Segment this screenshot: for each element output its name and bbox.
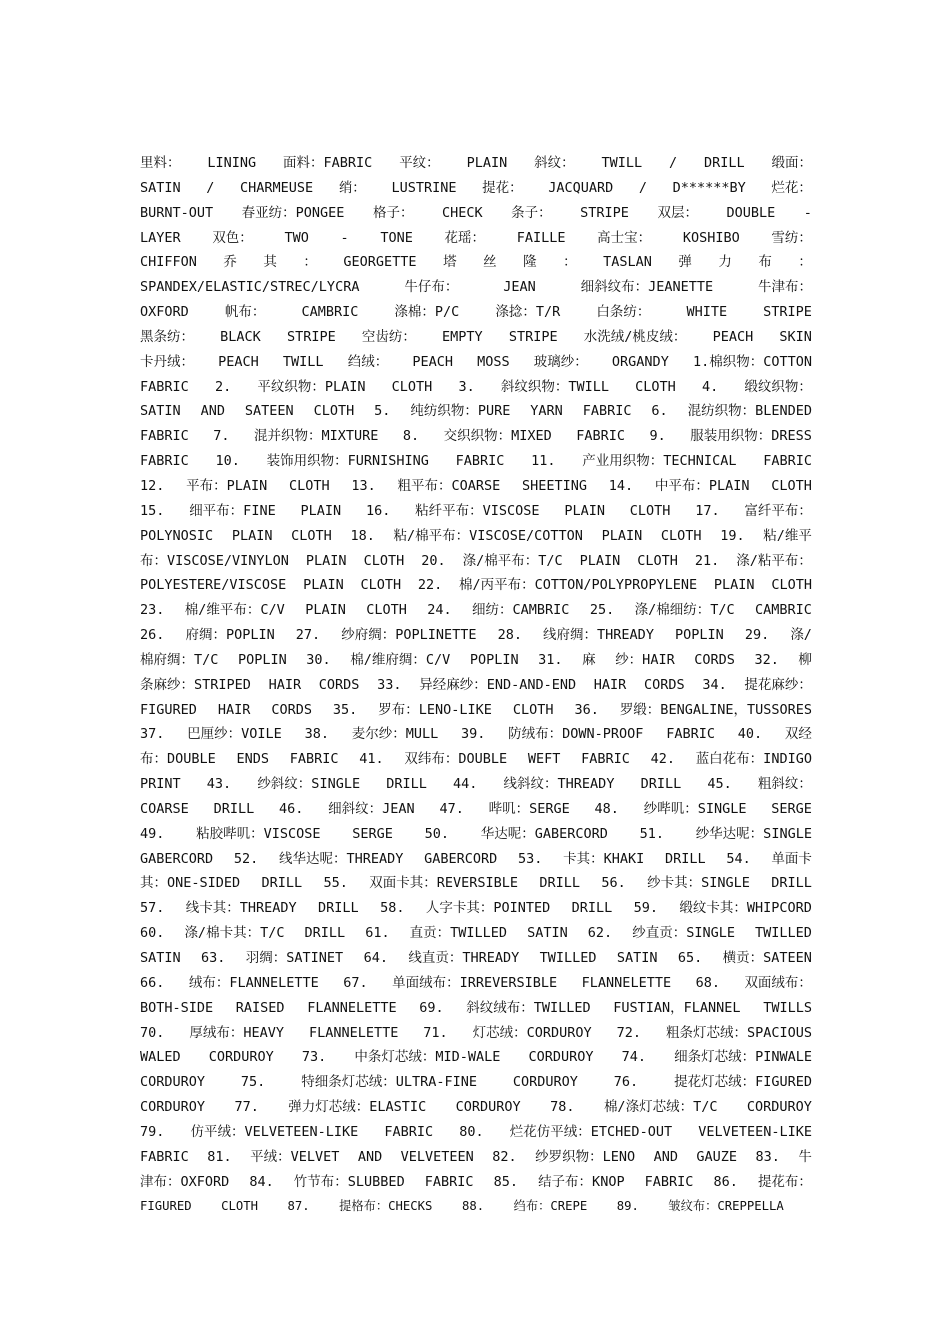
text-line: SATIN / CHARMEUSE 绡： LUSTRINE 提花： JACQUARD / D******BY 烂花： (140, 179, 812, 196)
text-line: 津布：OXFORD 84. 竹节布：SLUBBED FABRIC 85. 结子布：KNOP FABRIC 86. 提花布： (140, 1173, 812, 1190)
text-line: SPANDEX/ELASTIC/STREC/LYCRA 牛仔布： JEAN 细斜纹布：JEANETTE 牛津布： (140, 279, 812, 296)
text-line: 49. 粘胶哔叽：VISCOSE SERGE 50. 华达呢：GABERCORD 51. 纱华达呢：SINGLE (140, 825, 812, 842)
text-line: 57. 线卡其：THREADY DRILL 58. 人字卡其：POINTED DRILL 59. 缎纹卡其：WHIPCORD (140, 900, 812, 917)
text-line: FABRIC 81. 平绒：VELVET AND VELVETEEN 82. 纱罗织物：LENO AND GAUZE 83. 牛 (140, 1148, 812, 1165)
text-line: 条麻纱：STRIPED HAIR CORDS 33. 异经麻纱：END-AND-END HAIR CORDS 34. 提花麻纱： (140, 676, 812, 693)
text-line: PRINT 43. 纱斜纹：SINGLE DRILL 44. 线斜纹：THREADY DRILL 45. 粗斜纹： (140, 776, 812, 793)
text-line: 15. 细平布：FINE PLAIN 16. 粘纤平布：VISCOSE PLAIN CLOTH 17. 富纤平布： (140, 502, 812, 519)
text-line: SATIN AND SATEEN CLOTH 5. 纯纺织物：PURE YARN FABRIC 6. 混纺织物：BLENDED (140, 403, 812, 420)
text-line: CORDUROY 77. 弹力灯芯绒：ELASTIC CORDUROY 78. 棉/涤灯芯绒：T/C CORDUROY (140, 1099, 812, 1116)
text-line: FABRIC 2. 平纹织物：PLAIN CLOTH 3. 斜纹织物：TWILL CLOTH 4. 缎纹织物： (140, 378, 812, 395)
text-line: 60. 涤/棉卡其：T/C DRILL 61. 直贡：TWILLED SATIN 62. 纱直贡：SINGLE TWILLED (140, 925, 812, 942)
text-line: 26. 府绸：POPLIN 27. 纱府绸：POPLINETTE 28. 线府绸：THREADY POPLIN 29. 涤/ (140, 627, 812, 644)
fabric-glossary-text (140, 151, 812, 1219)
text-line: SATIN 63. 羽绸：SATINET 64. 线直贡：THREADY TWILLED SATIN 65. 横贡：SATEEN (140, 950, 812, 966)
text-line: 37. 巴厘纱：VOILE 38. 麦尔纱：MULL 39. 防绒布：DOWN-PROOF FABRIC 40. 双经 (140, 726, 812, 743)
text-line: 70. 厚绒布：HEAVY FLANNELETTE 71. 灯芯绒：CORDUROY 72. 粗条灯芯绒：SPACIOUS (140, 1024, 812, 1041)
text-line: 66. 绒布：FLANNELETTE 67. 单面绒布：IRREVERSIBLE FLANNELETTE 68. 双面绒布： (140, 974, 812, 991)
text-line: 布：VISCOSE/VINYLON PLAIN CLOTH 20. 涤/棉平布：T/C PLAIN CLOTH 21. 涤/粘平布： (140, 552, 812, 569)
text-line: POLYNOSIC PLAIN CLOTH 18. 粘/棉平布：VISCOSE/COTTON PLAIN CLOTH 19. 粘/维平 (140, 527, 812, 544)
text-line: FIGURED HAIR CORDS 35. 罗布：LENO-LIKE CLOTH 36. 罗缎：BENGALINE，TUSSORES (140, 701, 812, 718)
text-line: OXFORD 帆布： CAMBRIC 涤棉：P/C 涤捻：T/R 白条纺： WHITE STRIPE (140, 304, 812, 321)
text-line: POLYESTERE/VISCOSE PLAIN CLOTH 22. 棉/丙平布：COTTON/POLYPROPYLENE PLAIN CLOTH (140, 577, 812, 594)
text-line: FABRIC 10. 装饰用织物：FURNISHING FABRIC 11. 产业用织物：TECHNICAL FABRIC (140, 453, 812, 470)
text-line: BURNT-OUT 春亚纺：PONGEE 格子： CHECK 条子： STRIPE 双层： DOUBLE - (140, 204, 812, 221)
text-line: CORDUROY 75. 特细条灯芯绒：ULTRA-FINE CORDUROY 76. 提花灯芯绒：FIGURED (140, 1074, 812, 1091)
text-line: LAYER 双色： TWO - TONE 花瑶： FAILLE 高士宝： KOSHIBO 雪纺： (140, 229, 812, 246)
text-line: 卡丹绒： PEACH TWILL 绉绒： PEACH MOSS 玻璃纱： ORGANDY 1.棉织物：COTTON (140, 353, 812, 370)
text-line: CHIFFON 乔 其 ： GEORGETTE 塔 丝 隆 ： TASLAN 弹 力 布 ： (140, 254, 812, 271)
text-line: FIGURED CLOTH 87. 提格布：CHECKS 88. 绉布：CREPE 89. 皱纹布：CREPPELLA (140, 1199, 784, 1214)
text-line: COARSE DRILL 46. 细斜纹：JEAN 47. 哔叽：SERGE 48. 纱哔叽：SINGLE SERGE (140, 800, 812, 817)
text-line: GABERCORD 52. 线华达呢：THREADY GABERCORD 53. 卡其：KHAKI DRILL 54. 单面卡 (140, 850, 812, 867)
text-line: 12. 平布：PLAIN CLOTH 13. 粗平布：COARSE SHEETING 14. 中平布：PLAIN CLOTH (140, 477, 812, 494)
text-line: 23. 棉/维平布：C/V PLAIN CLOTH 24. 细纺：CAMBRIC 25. 涤/棉细纺：T/C CAMBRIC (140, 602, 812, 619)
text-line: 黑条纺： BLACK STRIPE 空齿纺： EMPTY STRIPE 水洗绒/桃皮绒： PEACH SKIN (140, 328, 812, 345)
text-line: 里料： LINING 面料：FABRIC 平纹： PLAIN 斜纹： TWILL / DRILL 缎面： (140, 155, 812, 171)
text-line: FABRIC 7. 混并织物：MIXTURE 8. 交织织物：MIXED FABRIC 9. 服装用织物：DRESS (140, 428, 812, 445)
text-line: 79. 仿平绒：VELVETEEN-LIKE FABRIC 80. 烂花仿平绒：ETCHED-OUT VELVETEEN-LIKE (140, 1123, 812, 1140)
text-line: 其：ONE-SIDED DRILL 55. 双面卡其：REVERSIBLE DRILL 56. 纱卡其：SINGLE DRILL (140, 875, 812, 892)
text-line: 棉府绸：T/C POPLIN 30. 棉/维府绸：C/V POPLIN 31. 麻 纱：HAIR CORDS 32. 柳 (140, 651, 812, 668)
text-line: WALED CORDUROY 73. 中条灯芯绒：MID-WALE CORDUROY 74. 细条灯芯绒：PINWALE (140, 1049, 812, 1066)
text-line: BOTH-SIDE RAISED FLANNELETTE 69. 斜纹绒布：TWILLED FUSTIAN，FLANNEL TWILLS (140, 999, 812, 1016)
text-line: 布：DOUBLE ENDS FABRIC 41. 双纬布：DOUBLE WEFT FABRIC 42. 蓝白花布：INDIGO (140, 751, 812, 768)
